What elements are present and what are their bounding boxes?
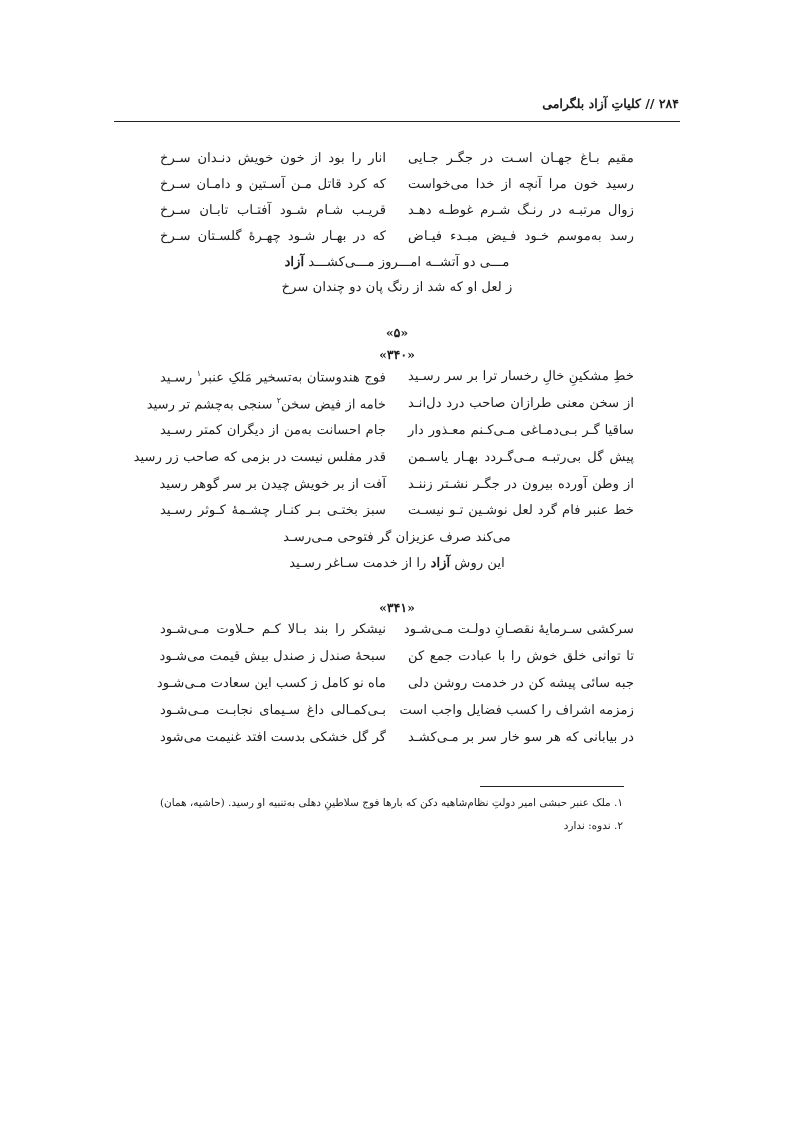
page-number: ۲۸۴ xyxy=(658,96,679,111)
first-hemistich: زمزمه اشراف را کسب فضایل واجب است xyxy=(399,703,634,718)
first-hemistich: پیش گل بی‌رتبـه مـی‌گـردد بهـار یاسـمن xyxy=(408,450,634,465)
footnote: ۲. ندوه: ندارد xyxy=(563,820,623,832)
first-hemistich: مقیم بـاغ جهـان اسـت در جگـر جـایی xyxy=(408,151,634,166)
second-hemistich xyxy=(160,369,386,385)
footnote: ۱. ملک عنبر حبشی امیر دولتِ نظام‌شاهیه دکن که بارها فوج سلاطینِ دهلی به‌تنبیه او رسید. (حاشیه، همان) xyxy=(159,797,623,809)
hemistich-text-end: سنجی به‌چشم تر رسید xyxy=(146,397,277,413)
first-hemistich: جبه سائی پیشه کن در خدمت روشن دلی xyxy=(408,676,634,691)
first-hemistich: ساقیا گـر بـی‌دمـاغی مـی‌کـنم معـذور دار xyxy=(408,423,634,438)
first-hemistich: زوال مرتبـه در رنـگ شـرم غوطـه دهـد xyxy=(408,203,634,218)
second-hemistich: بـی‌کمـالی داغ سـیمای نجابـت مـی‌شـود xyxy=(160,703,386,718)
first-hemistich: رسد به‌موسم خـود فـیض مبـدء فیـاض xyxy=(408,229,634,244)
second-hemistich xyxy=(146,396,386,413)
verse-line xyxy=(160,703,634,725)
second-hemistich: سبز بختـی بـر کنـار چشـمهٔ کـوثر رسـید xyxy=(160,503,386,518)
verse-line xyxy=(160,730,634,752)
verse-line xyxy=(146,396,634,418)
verse-line xyxy=(160,177,634,199)
book-title: کلیاتِ آزاد بلگرامی xyxy=(542,96,641,111)
verse-line xyxy=(160,622,634,644)
second-hemistich: گر گل خشکی بدست افتد غنیمت می‌شود xyxy=(160,730,386,745)
running-header xyxy=(114,96,679,118)
hemistich-text: فوج هندوستان به‌تسخیر مَلکِ عنبر xyxy=(201,370,386,386)
footnote-marker: ۱ xyxy=(196,369,202,378)
verse-line xyxy=(160,151,634,173)
second-hemistich: که کرد قاتل مـن آسـتین و دامـان سـرخ xyxy=(160,177,386,192)
verse-line xyxy=(160,369,634,391)
second-hemistich: قدر مفلس نیست در بزمی که صاحب زر رسید xyxy=(133,450,386,465)
first-hemistich: سرکشی سـرمایهٔ نقصـانِ دولـت مـی‌شـود xyxy=(403,622,634,637)
verse-line xyxy=(160,477,634,499)
closing-text: این روش xyxy=(454,556,505,571)
verse-line xyxy=(160,203,634,225)
second-hemistich: قریـب شـام شـود آفتـاب تابـان سـرخ xyxy=(160,203,386,218)
closing-text: ز لعل او که شد از رنگ پان دو چندان سرخ xyxy=(281,280,513,295)
verse-line xyxy=(133,450,634,472)
verse-line xyxy=(160,503,634,525)
second-hemistich: جام احسانت به‌من از دیگران کمتر رسـید xyxy=(160,423,386,438)
closing-verse xyxy=(160,556,634,578)
poet-name: آزاد xyxy=(430,556,451,571)
closing-text: مـــی دو آتشــه امـــروز مـــی‌کشـــد xyxy=(308,255,510,270)
first-hemistich: تا توانی خلق خوش را با عبادت جمع کن xyxy=(408,649,634,664)
second-hemistich: ماه نو کامل ز کسب این سعادت مـی‌شـود xyxy=(156,676,386,691)
poem-number: «۳۴۱» xyxy=(379,600,415,615)
second-hemistich: سبحهٔ صندل ز صندل بیش قیمت می‌شـود xyxy=(159,649,386,664)
verse-line xyxy=(160,649,634,671)
footnote-rule xyxy=(480,786,624,787)
poet-name: آزاد xyxy=(284,255,305,270)
closing-verse xyxy=(160,255,634,277)
hemistich-text-end: رسـید xyxy=(160,370,197,386)
first-hemistich: از وطن آورده بیرون در جگـر نشـتر زننـد xyxy=(408,477,634,492)
section-heading: «۵» xyxy=(385,325,409,340)
first-hemistich: در بیابانی که هر سو خار سر بر مـی‌کشـد xyxy=(408,730,634,745)
second-hemistich: نیشکر را بند بـالا کـم حـلاوت مـی‌شـود xyxy=(160,622,386,637)
first-hemistich: خط عنبر فام گرد لعل نوشـین تـو نیسـت xyxy=(408,503,634,518)
verse-line xyxy=(160,423,634,445)
verse-line xyxy=(156,676,634,698)
first-hemistich: از سخن معنی طرازان صاحب درد دل‌انـد xyxy=(408,396,634,411)
header-rule xyxy=(114,121,680,122)
poem-number: «۳۴۰» xyxy=(379,347,415,362)
second-hemistich: آفت از بر خویش چیدن بر سر گوهر رسید xyxy=(159,477,386,492)
second-hemistich: که در بهـار شـود چهـرهٔ گلسـتان سـرخ xyxy=(160,229,386,244)
hemistich-text: خامه از فیض سخن xyxy=(281,397,386,413)
closing-text: می‌کند صرف عزیزان گر فتوحی مـی‌رسـد xyxy=(283,530,511,545)
closing-verse xyxy=(160,530,634,552)
verse-line xyxy=(160,229,634,251)
header-separator: // xyxy=(645,96,655,111)
closing-verse xyxy=(160,280,634,302)
first-hemistich: رسید خون مرا آنچه از خدا می‌خواست xyxy=(408,177,634,192)
closing-text-end: را از خدمت سـاغر رسـید xyxy=(289,556,427,571)
footnote-marker: ۲ xyxy=(276,396,282,405)
second-hemistich: انار را بود از خون خویش دنـدان سـرخ xyxy=(160,151,386,166)
first-hemistich: خطِ مشکینِ خالِ رخسار ترا بر سر رسـید xyxy=(408,369,634,384)
